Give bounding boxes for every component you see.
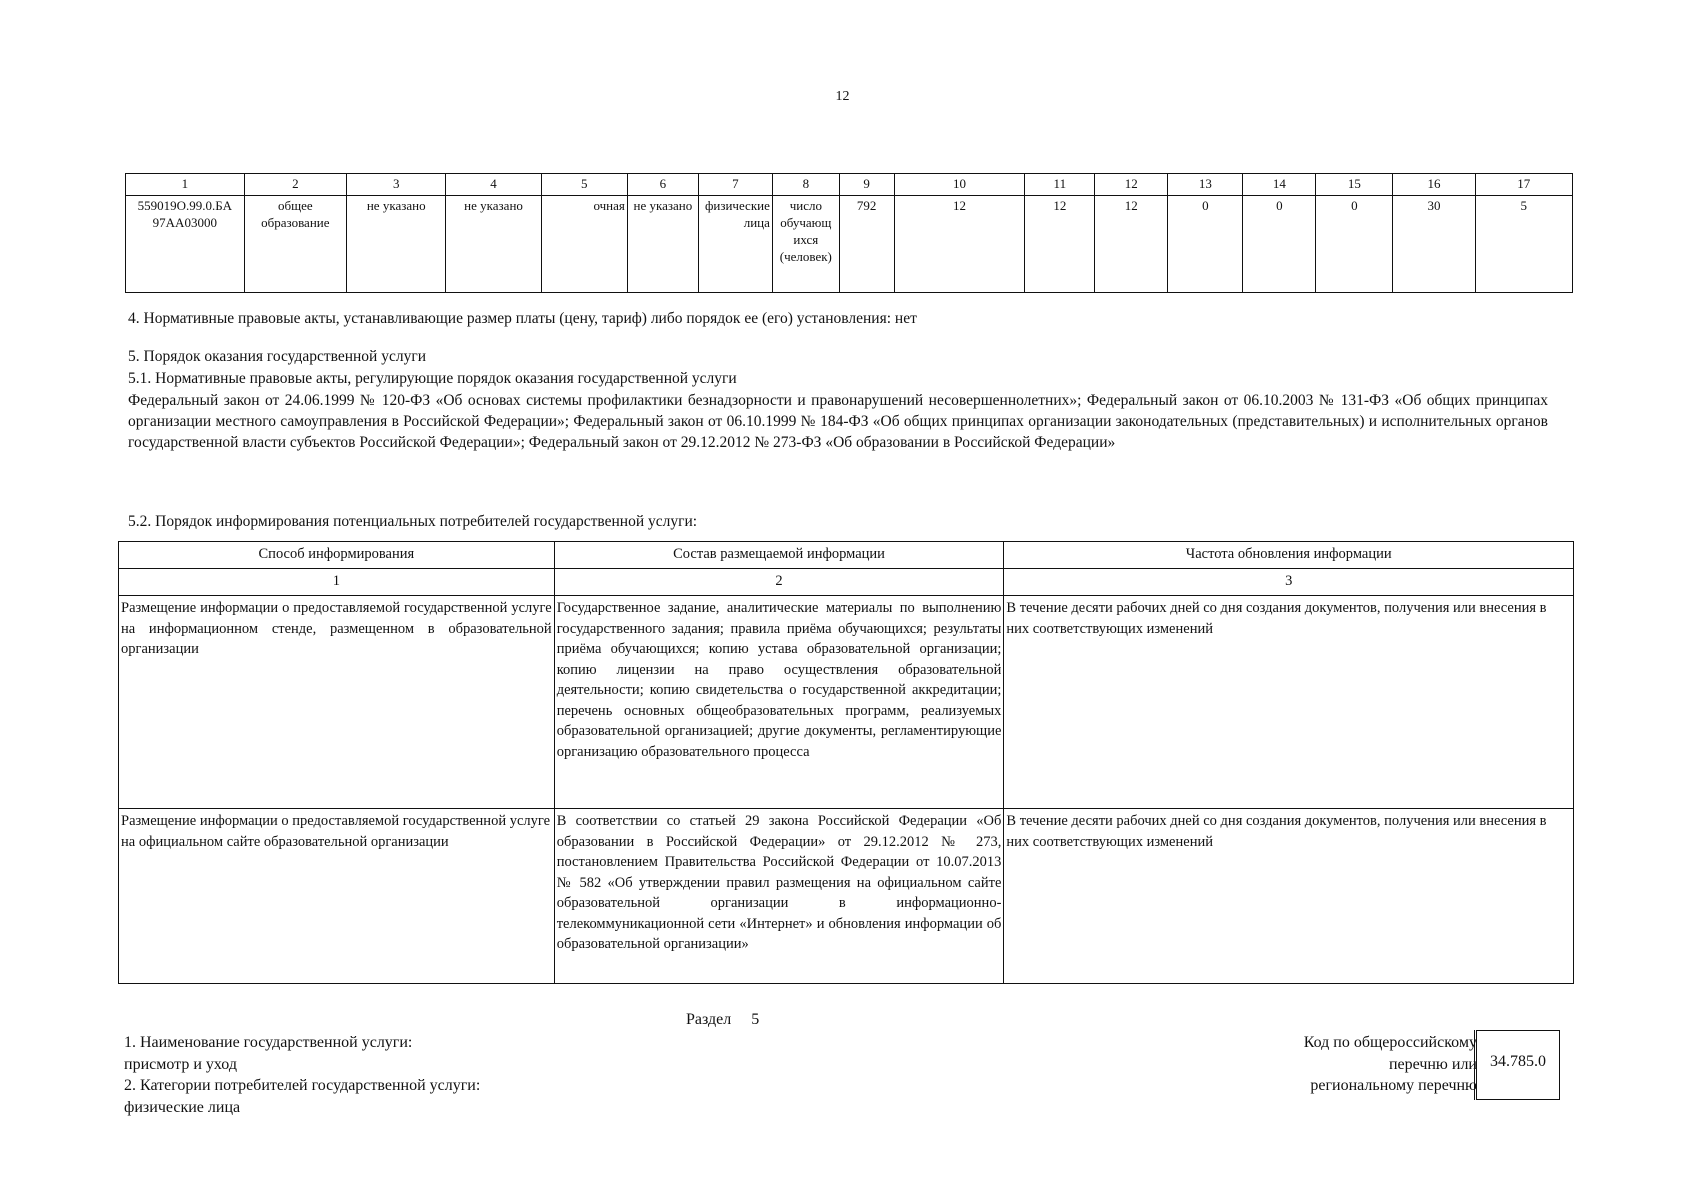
header-cell: 14 — [1243, 174, 1316, 196]
section-5-1-title: 5.1. Нормативные правовые акты, регулирующие порядок оказания государственной услуги — [128, 370, 737, 387]
header-cell: 4 — [446, 174, 541, 196]
header-cell: 12 — [1095, 174, 1168, 196]
column-number: 2 — [554, 569, 1004, 596]
table-cell: 0 — [1168, 196, 1243, 293]
header-cell: 2 — [244, 174, 346, 196]
content-cell: Государственное задание, аналитические материалы по выполнению государственного задания; правила приёма обучающихся; результаты приёма обучающихся; копию устава образовательной организации; копию лицензии на право осуществления образовательной деятельности; копию свидетельства о государственной аккредитации; перечень основных общеобразовательных программ, реализуемых образовательной организацией; другие документы, регламентирующие организацию образовательного процесса — [554, 596, 1004, 809]
laws-paragraph: Федеральный закон от 24.06.1999 № 120-ФЗ «Об основах системы профилактики безнадзорности и правонарушений несовершеннолетних»; Федеральный закон от 06.10.2003 № 131-ФЗ «Об общих принципах организации местного самоуправления в Российской Федерации»; Федеральный закон от 06.10.1999 № 184-ФЗ «Об общих принципах организации законодательных (представительных) и исполнительных органов государственной власти субъектов Российской Федерации»; Федеральный закон от 29.12.2012 № 273-ФЗ «Об образовании в Российской Федерации» — [128, 392, 1548, 451]
header-cell: 13 — [1168, 174, 1243, 196]
table-row — [126, 196, 1573, 293]
section-4-text: 4. Нормативные правовые акты, устанавливающие размер платы (цену, тариф) либо порядок ее (его) установления: нет — [128, 310, 917, 327]
table-cell: число обучающ ихся (человек) — [772, 196, 839, 293]
header-cell: 16 — [1393, 174, 1475, 196]
header-method: Способ информирования — [119, 542, 555, 569]
table-cell: не указано — [347, 196, 446, 293]
table-cell: 12 — [1025, 196, 1095, 293]
table-header-row — [119, 542, 1574, 569]
column-number: 1 — [119, 569, 555, 596]
frequency-cell: В течение десяти рабочих дней со дня создания документов, получения или внесения в них соответствующих изменений — [1004, 596, 1574, 809]
consumer-category-value: физические лица — [124, 1098, 241, 1116]
header-cell: 7 — [698, 174, 772, 196]
indicators-table — [125, 173, 1573, 293]
service-name-value: присмотр и уход — [124, 1055, 237, 1073]
header-cell: 11 — [1025, 174, 1095, 196]
table-row — [119, 809, 1574, 984]
header-cell: 6 — [627, 174, 698, 196]
header-cell: 17 — [1475, 174, 1572, 196]
section-label: Раздел — [686, 1011, 732, 1028]
code-label-line: перечню или — [1388, 1055, 1477, 1073]
page-number: 12 — [835, 89, 850, 104]
code-label-line: региональному перечню — [1310, 1077, 1477, 1094]
table-cell: очная — [541, 196, 627, 293]
table-cell: не указано — [446, 196, 541, 293]
code-label-line: Код по общероссийскому — [1303, 1034, 1477, 1051]
table-cell: 0 — [1316, 196, 1393, 293]
table-row — [119, 596, 1574, 809]
table-header-row — [126, 174, 1573, 196]
service-info — [124, 1032, 480, 1118]
header-content: Состав размещаемой информации — [554, 542, 1004, 569]
header-cell: 5 — [541, 174, 627, 196]
table-cell: физические лица — [698, 196, 772, 293]
header-cell: 3 — [347, 174, 446, 196]
code-label — [1304, 1032, 1477, 1097]
section-5-title: 5. Порядок оказания государственной услуги — [128, 348, 426, 365]
table-cell: 30 — [1393, 196, 1475, 293]
header-frequency: Частота обновления информации — [1004, 542, 1574, 569]
column-number: 3 — [1004, 569, 1574, 596]
table-cell: 0 — [1243, 196, 1316, 293]
method-cell: Размещение информации о предоставляемой государственной услуге на официальном сайте образовательной организации — [119, 809, 555, 984]
table-cell: 559019О.99.0.БА 97АА03000 — [126, 196, 245, 293]
table-cell: 792 — [839, 196, 894, 293]
header-cell: 15 — [1316, 174, 1393, 196]
table-cell: 12 — [894, 196, 1025, 293]
service-name-label: 1. Наименование государственной услуги: — [124, 1034, 413, 1051]
frequency-cell: В течение десяти рабочих дней со дня создания документов, получения или внесения в них соответствующих изменений — [1004, 809, 1574, 984]
header-cell: 8 — [772, 174, 839, 196]
table-cell: 12 — [1095, 196, 1168, 293]
section-number: 5 — [751, 1011, 760, 1028]
table-cell: не указано — [627, 196, 698, 293]
content-cell: В соответствии со статьей 29 закона Российской Федерации «Об образовании в Российской Федерации» от 29.12.2012 № 273, постановлением Правительства Российской Федерации от 10.07.2013 № 582 «Об утверждении правил размещения на официальном сайте образовательной организации в информационно-телекоммуникационной сети «Интернет» и обновления информации об образовательной организации» — [554, 809, 1004, 984]
method-cell: Размещение информации о предоставляемой государственной услуге на информационном стенде, размещенном в образовательной организации — [119, 596, 555, 809]
section-heading — [686, 1011, 759, 1029]
header-cell: 10 — [894, 174, 1025, 196]
header-cell: 9 — [839, 174, 894, 196]
table-number-row — [119, 569, 1574, 596]
header-cell: 1 — [126, 174, 245, 196]
code-divider — [1474, 1030, 1475, 1100]
code-value: 34.785.0 — [1476, 1030, 1560, 1100]
table-cell: общее образование — [244, 196, 346, 293]
consumer-category-label: 2. Категории потребителей государственной услуги: — [124, 1077, 481, 1094]
section-5-2-title: 5.2. Порядок информирования потенциальных потребителей государственной услуги: — [128, 513, 698, 530]
table-cell: 5 — [1475, 196, 1572, 293]
informing-table — [118, 541, 1574, 984]
